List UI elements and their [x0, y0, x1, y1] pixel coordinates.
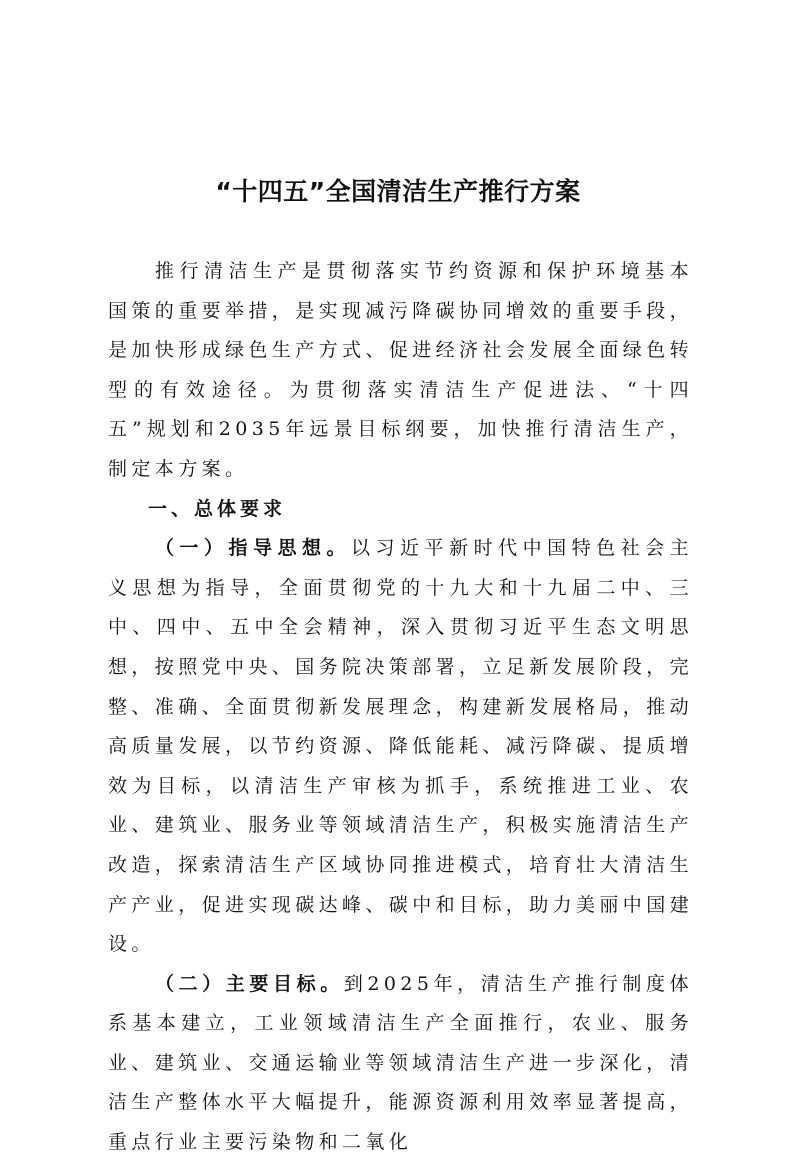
- main-goals-lead: （二）主要目标。: [155, 972, 344, 995]
- document-body: [108, 252, 693, 1163]
- main-goals-paragraph: [108, 965, 693, 1163]
- document-title: “十四五”全国清洁生产推行方案: [215, 177, 581, 206]
- guiding-ideology-lead: （一）指导思想。: [155, 537, 352, 560]
- main-goals-text: 到2025年，清洁生产推行制度体系基本建立，工业领域清洁生产全面推行，农业、服务业、建筑业、交通运输业等领域清洁生产进一步深化，清洁生产整体水平大幅提升，能源资源利用效率显著提高，重点行业主要污染物和二氧化: [108, 972, 694, 1154]
- section-heading-general-requirements: 一、总体要求: [148, 497, 287, 520]
- guiding-ideology-paragraph: [108, 529, 693, 965]
- guiding-ideology-text: 以习近平新时代中国特色社会主义思想为指导，全面贯彻党的十九大和十九届二中、三中、四中、五中全会精神，深入贯彻习近平生态文明思想，按照党中央、国务院决策部署，立足新发展阶段，完整、准确、全面贯彻新发展理念，构建新发展格局，推动高质量发展，以节约资源、降低能耗、减污降碳、提质增效为目标，以清洁生产审核为抓手，系统推进工业、农业、建筑业、服务业等领域清洁生产，积极实施清洁生产改造，探索清洁生产区域协同推进模式，培育壮大清洁生产产业，促进实现碳达峰、碳中和目标，助力美丽中国建设。: [108, 537, 694, 956]
- intro-paragraph: 推行清洁生产是贯彻落实节约资源和保护环境基本国策的重要举措，是实现减污降碳协同增效的重要手段，是加快形成绿色生产方式、促进经济社会发展全面绿色转型的有效途径。为贯彻落实清洁生产促进法、“十四五”规划和2035年远景目标纲要，加快推行清洁生产，制定本方案。: [108, 260, 694, 480]
